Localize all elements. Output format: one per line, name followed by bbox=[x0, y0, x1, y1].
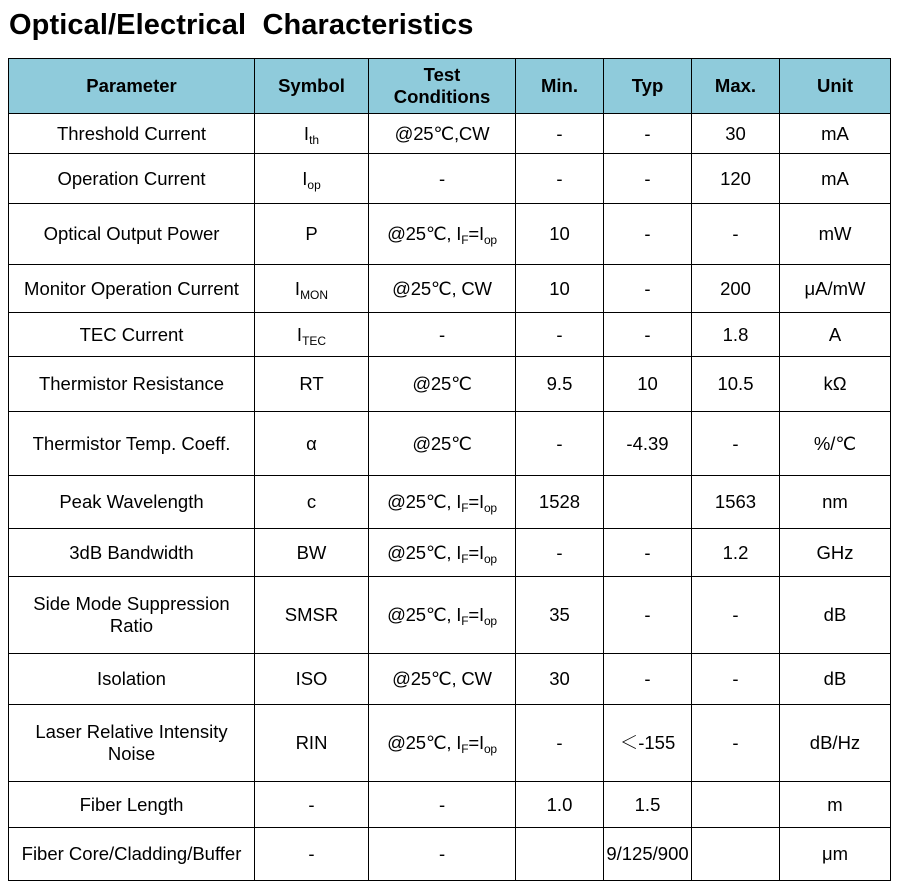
cell-test-conditions bbox=[369, 782, 516, 828]
cell-min: - bbox=[516, 313, 604, 357]
symbol-base: SMSR bbox=[284, 604, 339, 625]
table-row bbox=[9, 654, 891, 705]
cell-parameter: 3dB Bandwidth bbox=[9, 529, 255, 577]
condition-equals: = bbox=[468, 491, 479, 512]
cell-parameter: Peak Wavelength bbox=[9, 476, 255, 529]
cell-parameter: Isolation bbox=[9, 654, 255, 705]
cell-unit: kΩ bbox=[780, 357, 891, 412]
cell-symbol bbox=[255, 577, 369, 654]
symbol-base: RT bbox=[299, 373, 324, 394]
table-row bbox=[9, 204, 891, 265]
symbol-base: I bbox=[302, 167, 308, 189]
cell-min: 1.0 bbox=[516, 782, 604, 828]
condition-text: @25℃ bbox=[412, 432, 472, 454]
table-row bbox=[9, 476, 891, 529]
condition-text: @25℃, bbox=[387, 541, 457, 563]
table-row bbox=[9, 782, 891, 828]
condition-text: @25℃,CW bbox=[394, 122, 490, 144]
header-unit: Unit bbox=[780, 59, 891, 114]
cell-test-conditions bbox=[369, 204, 516, 265]
cell-test-conditions bbox=[369, 705, 516, 782]
condition-text: @25℃ bbox=[412, 373, 472, 394]
cell-max bbox=[692, 828, 780, 881]
condition-iop: I bbox=[479, 223, 484, 244]
cell-max: 1563 bbox=[692, 476, 780, 529]
cell-typ: 9/125/900 bbox=[604, 828, 692, 881]
header-conditions-line1: Test bbox=[423, 64, 461, 85]
header-min: Min. bbox=[516, 59, 604, 114]
condition-if: I bbox=[456, 541, 462, 563]
cell-test-conditions bbox=[369, 412, 516, 476]
symbol-subscript: op bbox=[307, 177, 321, 192]
header-test-conditions bbox=[369, 59, 516, 114]
cell-test-conditions bbox=[369, 313, 516, 357]
cell-parameter: Threshold Current bbox=[9, 114, 255, 154]
cell-symbol bbox=[255, 204, 369, 265]
cell-typ: - bbox=[604, 154, 692, 204]
table-row bbox=[9, 357, 891, 412]
cell-symbol bbox=[255, 412, 369, 476]
cell-typ: - bbox=[604, 114, 692, 154]
cell-unit: mA bbox=[780, 154, 891, 204]
header-typ: Typ bbox=[604, 59, 692, 114]
cell-typ: 1.5 bbox=[604, 782, 692, 828]
table-row bbox=[9, 529, 891, 577]
condition-equals: = bbox=[468, 223, 479, 244]
cell-min: 35 bbox=[516, 577, 604, 654]
cell-unit: %/℃ bbox=[780, 412, 891, 476]
condition-iop: I bbox=[479, 604, 484, 625]
symbol-base: ISO bbox=[295, 668, 328, 689]
condition-if: I bbox=[456, 223, 462, 244]
cell-unit: μA/mW bbox=[780, 265, 891, 313]
symbol-base: RIN bbox=[295, 732, 328, 753]
cell-symbol bbox=[255, 476, 369, 529]
symbol-base: c bbox=[306, 491, 317, 512]
condition-text: - bbox=[439, 167, 445, 189]
cell-unit: A bbox=[780, 313, 891, 357]
cell-test-conditions bbox=[369, 654, 516, 705]
cell-test-conditions bbox=[369, 828, 516, 881]
cell-min: 1528 bbox=[516, 476, 604, 529]
cell-parameter: Laser Relative Intensity Noise bbox=[9, 705, 255, 782]
cell-parameter: Fiber Core/Cladding/Buffer bbox=[9, 828, 255, 881]
cell-min: - bbox=[516, 114, 604, 154]
table-row bbox=[9, 705, 891, 782]
cell-parameter: Monitor Operation Current bbox=[9, 265, 255, 313]
cell-max: 120 bbox=[692, 154, 780, 204]
symbol-subscript: MON bbox=[300, 287, 329, 302]
table-body bbox=[9, 114, 891, 881]
condition-text: - bbox=[439, 793, 445, 815]
cell-typ: ＜-155 bbox=[604, 705, 692, 782]
cell-max: 10.5 bbox=[692, 357, 780, 412]
cell-test-conditions bbox=[369, 577, 516, 654]
cell-parameter: TEC Current bbox=[9, 313, 255, 357]
cell-parameter: Fiber Length bbox=[9, 782, 255, 828]
cell-max: - bbox=[692, 705, 780, 782]
cell-symbol bbox=[255, 154, 369, 204]
condition-text: @25℃, bbox=[387, 491, 457, 512]
condition-iop-subscript: op bbox=[483, 614, 497, 628]
cell-typ: - bbox=[604, 577, 692, 654]
condition-iop: I bbox=[479, 491, 484, 512]
cell-max: 1.2 bbox=[692, 529, 780, 577]
cell-typ bbox=[604, 476, 692, 529]
cell-max: - bbox=[692, 654, 780, 705]
cell-min: - bbox=[516, 412, 604, 476]
cell-test-conditions bbox=[369, 265, 516, 313]
symbol-base: P bbox=[305, 223, 318, 244]
cell-max: 30 bbox=[692, 114, 780, 154]
cell-test-conditions bbox=[369, 357, 516, 412]
symbol-subscript: th bbox=[309, 132, 320, 147]
condition-iop: I bbox=[479, 541, 484, 563]
cell-parameter: Side Mode Suppression Ratio bbox=[9, 577, 255, 654]
table-header-row bbox=[9, 59, 891, 114]
table-row bbox=[9, 577, 891, 654]
condition-if-subscript: F bbox=[461, 233, 469, 247]
condition-if-subscript: F bbox=[461, 501, 469, 515]
cell-symbol bbox=[255, 828, 369, 881]
condition-equals: = bbox=[468, 604, 479, 625]
cell-unit: dB bbox=[780, 654, 891, 705]
table-row bbox=[9, 828, 891, 881]
cell-min: 10 bbox=[516, 265, 604, 313]
header-conditions-line2: Conditions bbox=[393, 86, 491, 107]
cell-typ: - bbox=[604, 265, 692, 313]
condition-equals: = bbox=[468, 732, 479, 753]
cell-unit: dB bbox=[780, 577, 891, 654]
symbol-base: I bbox=[294, 277, 301, 299]
cell-test-conditions bbox=[369, 529, 516, 577]
condition-if-subscript: F bbox=[461, 614, 469, 628]
cell-typ: - bbox=[604, 313, 692, 357]
cell-min: 30 bbox=[516, 654, 604, 705]
cell-symbol bbox=[255, 265, 369, 313]
cell-symbol bbox=[255, 654, 369, 705]
table-row bbox=[9, 114, 891, 154]
cell-symbol bbox=[255, 357, 369, 412]
characteristics-table bbox=[8, 58, 891, 881]
symbol-base: BW bbox=[296, 541, 327, 563]
cell-test-conditions bbox=[369, 154, 516, 204]
cell-unit: mA bbox=[780, 114, 891, 154]
cell-parameter: Operation Current bbox=[9, 154, 255, 204]
condition-text: - bbox=[439, 843, 445, 864]
cell-symbol bbox=[255, 114, 369, 154]
condition-text: @25℃, CW bbox=[392, 668, 492, 689]
condition-text: @25℃, CW bbox=[392, 277, 492, 299]
cell-symbol bbox=[255, 782, 369, 828]
cell-parameter: Thermistor Resistance bbox=[9, 357, 255, 412]
cell-max: 1.8 bbox=[692, 313, 780, 357]
table-row bbox=[9, 412, 891, 476]
cell-parameter: Optical Output Power bbox=[9, 204, 255, 265]
cell-symbol bbox=[255, 529, 369, 577]
condition-if: I bbox=[456, 491, 462, 512]
symbol-base: - bbox=[308, 793, 315, 815]
cell-max: - bbox=[692, 577, 780, 654]
symbol-subscript: TEC bbox=[302, 333, 327, 348]
table-row bbox=[9, 313, 891, 357]
page-title: Optical/Electrical Characteristics bbox=[9, 9, 474, 41]
cell-typ: - bbox=[604, 654, 692, 705]
cell-symbol bbox=[255, 313, 369, 357]
condition-equals: = bbox=[468, 541, 479, 563]
cell-max: 200 bbox=[692, 265, 780, 313]
symbol-base: I bbox=[303, 122, 310, 144]
cell-typ: -4.39 bbox=[604, 412, 692, 476]
condition-if: I bbox=[456, 732, 462, 753]
cell-max: - bbox=[692, 412, 780, 476]
cell-min: 10 bbox=[516, 204, 604, 265]
condition-if-subscript: F bbox=[461, 551, 469, 566]
table-row bbox=[9, 265, 891, 313]
condition-if: I bbox=[456, 604, 462, 625]
cell-test-conditions bbox=[369, 114, 516, 154]
cell-unit: nm bbox=[780, 476, 891, 529]
condition-text: @25℃, bbox=[387, 604, 457, 625]
symbol-base: - bbox=[308, 843, 315, 864]
cell-max: - bbox=[692, 204, 780, 265]
condition-iop-subscript: op bbox=[483, 551, 497, 566]
cell-parameter: Thermistor Temp. Coeff. bbox=[9, 412, 255, 476]
header-parameter: Parameter bbox=[9, 59, 255, 114]
symbol-base: I bbox=[296, 323, 303, 345]
symbol-base: α bbox=[306, 432, 317, 454]
cell-min: - bbox=[516, 154, 604, 204]
cell-max bbox=[692, 782, 780, 828]
cell-min: - bbox=[516, 705, 604, 782]
header-max: Max. bbox=[692, 59, 780, 114]
cell-unit: m bbox=[780, 782, 891, 828]
cell-test-conditions bbox=[369, 476, 516, 529]
condition-iop-subscript: op bbox=[483, 233, 497, 247]
cell-unit: mW bbox=[780, 204, 891, 265]
cell-min: - bbox=[516, 529, 604, 577]
cell-min: 9.5 bbox=[516, 357, 604, 412]
cell-typ: - bbox=[604, 529, 692, 577]
condition-iop: I bbox=[479, 732, 484, 753]
header-symbol: Symbol bbox=[255, 59, 369, 114]
cell-typ: 10 bbox=[604, 357, 692, 412]
cell-unit: GHz bbox=[780, 529, 891, 577]
condition-text: - bbox=[439, 323, 445, 345]
condition-text: @25℃, bbox=[387, 732, 457, 753]
condition-iop-subscript: op bbox=[483, 501, 497, 515]
cell-unit: dB/Hz bbox=[780, 705, 891, 782]
cell-min bbox=[516, 828, 604, 881]
table-row bbox=[9, 154, 891, 204]
cell-symbol bbox=[255, 705, 369, 782]
condition-iop-subscript: op bbox=[483, 742, 497, 756]
cell-unit: μm bbox=[780, 828, 891, 881]
cell-typ: - bbox=[604, 204, 692, 265]
condition-if-subscript: F bbox=[461, 742, 469, 756]
condition-text: @25℃, bbox=[387, 223, 457, 244]
